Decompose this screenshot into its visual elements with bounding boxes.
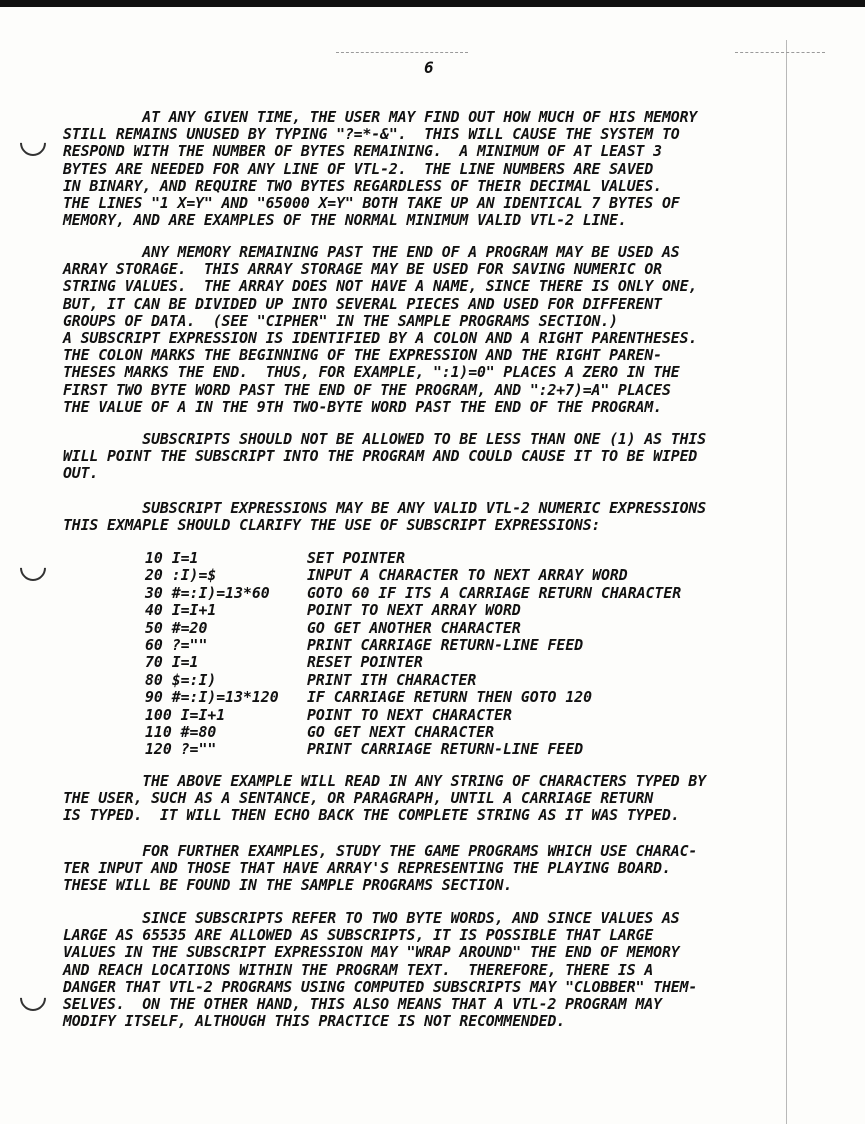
code-statement: 20 :I)=$	[145, 567, 217, 585]
code-comment: PRINT ITH CHARACTER	[307, 671, 477, 689]
code-comment: POINT TO NEXT CHARACTER	[307, 706, 512, 724]
code-statement: 40 I=I+1	[145, 602, 217, 620]
code-comment: RESET POINTER	[307, 654, 423, 672]
code-statement: 110 #=80	[145, 723, 217, 741]
paragraph-memory-check: AT ANY GIVEN TIME, THE USER MAY FIND OUT HOW MUCH OF HIS MEMORY STILL REMAINS UNUSED BY TYPING "?=*-&". THIS WILL CAUSE THE SYSTEM TO RESPOND WITH THE NUMBER OF BYTES REMAINING. A MINIMUM OF AT LEAST 3 BYTES ARE NEEDED FOR ANY LINE OF VTL-2. THE LINE NUMBERS ARE SAVED IN BINARY, AND REQUIRE TWO BYTES REGARDLESS OF THEIR DECIMAL VALUES. THE LINES "1 X=Y" AND "65000 X=Y" BOTH TAKE UP AN IDENTICAL 7 BYTES OF MEMORY, AND ARE EXAMPLES OF THE NORMAL MINIMUM VALID VTL-2 LINE.	[63, 109, 698, 230]
code-comment: POINT TO NEXT ARRAY WORD	[307, 602, 521, 620]
code-line	[145, 707, 681, 724]
code-line	[145, 689, 681, 706]
code-comment: IF CARRIAGE RETURN THEN GOTO 120	[307, 689, 593, 707]
code-line	[145, 672, 681, 689]
scan-mark-right	[735, 52, 825, 54]
paragraph-wrap-around: SINCE SUBSCRIPTS REFER TO TWO BYTE WORDS, AND SINCE VALUES AS LARGE AS 65535 ARE ALLOWED AS SUBSCRIPTS, IT IS POSSIBLE THAT LARGE VALUES IN THE SUBSCRIPT EXPRESSION MAY "WRAP AROUND" THE END OF MEMORY AND REACH LOCATIONS WITHIN THE PROGRAM TEXT. THEREFORE, THERE IS A DANGER THAT VTL-2 PROGRAMS USING COMPUTED SUBSCRIPTS MAY "CLOBBER" THEM- SELVES. ON THE OTHER HAND, THIS ALSO MEANS THAT A VTL-2 PROGRAM MAY MODIFY ITSELF, ALTHOUGH THIS PRACTICE IS NOT RECOMMENDED.	[63, 910, 698, 1031]
code-statement: 120 ?=""	[145, 741, 217, 759]
code-comment: INPUT A CHARACTER TO NEXT ARRAY WORD	[307, 567, 628, 585]
page-number: 6	[424, 58, 434, 77]
code-line	[145, 724, 681, 741]
code-line	[145, 620, 681, 637]
code-comment: PRINT CARRIAGE RETURN-LINE FEED	[307, 636, 584, 654]
paragraph-further-examples: FOR FURTHER EXAMPLES, STUDY THE GAME PROGRAMS WHICH USE CHARAC- TER INPUT AND THOSE THAT HAVE ARRAY'S REPRESENTING THE PLAYING BOARD. THESE WILL BE FOUND IN THE SAMPLE PROGRAMS SECTION.	[63, 843, 698, 895]
punch-hole-icon	[15, 550, 52, 587]
code-comment: PRINT CARRIAGE RETURN-LINE FEED	[307, 741, 584, 759]
code-statement: 30 #=:I)=13*60	[145, 584, 270, 602]
code-comment: SET POINTER	[307, 550, 405, 567]
code-line	[145, 602, 681, 619]
punch-hole-icon	[15, 125, 52, 162]
code-comment: GO GET NEXT CHARACTER	[307, 723, 495, 741]
code-statement: 100 I=I+1	[145, 706, 226, 724]
code-comment: GOTO 60 IF ITS A CARRIAGE RETURN CHARACTER	[307, 584, 682, 602]
code-line	[145, 567, 681, 584]
code-statement: 60 ?=""	[145, 636, 208, 654]
paragraph-subscript-warning: SUBSCRIPTS SHOULD NOT BE ALLOWED TO BE LESS THAN ONE (1) AS THIS WILL POINT THE SUBSCRIPT INTO THE PROGRAM AND COULD CAUSE IT TO BE WIPED OUT.	[63, 431, 707, 483]
code-line	[145, 637, 681, 654]
code-statement: 80 $=:I)	[145, 671, 217, 689]
paragraph-array-storage: ANY MEMORY REMAINING PAST THE END OF A PROGRAM MAY BE USED AS ARRAY STORAGE. THIS ARRAY STORAGE MAY BE USED FOR SAVING NUMERIC OR STRING VALUES. THE ARRAY DOES NOT HAVE A NAME, SINCE THERE IS ONLY ONE, BUT, IT CAN BE DIVIDED UP INTO SEVERAL PIECES AND USED FOR DIFFERENT GROUPS OF DATA. (SEE "CIPHER" IN THE SAMPLE PROGRAMS SECTION.) A SUBSCRIPT EXPRESSION IS IDENTIFIED BY A COLON AND A RIGHT PARENTHESES. THE COLON MARKS THE BEGINNING OF THE EXPRESSION AND THE RIGHT PAREN- THESES MARKS THE END. THUS, FOR EXAMPLE, ":1)=0" PLACES A ZERO IN THE FIRST TWO BYTE WORD PAST THE END OF THE PROGRAM, AND ":2+7)=A" PLACES THE VALUE OF A IN THE 9TH TWO-BYTE WORD PAST THE END OF THE PROGRAM.	[63, 244, 698, 416]
code-line	[145, 550, 681, 567]
page-top-edge	[0, 0, 865, 7]
punch-hole-icon	[15, 980, 52, 1017]
code-line	[145, 585, 681, 602]
scan-mark-top	[336, 52, 468, 54]
code-statement: 50 #=20	[145, 619, 208, 637]
code-statement: 70 I=1	[145, 654, 199, 672]
code-statement: 90 #=:I)=13*120	[145, 689, 279, 707]
code-example	[145, 550, 681, 759]
code-line	[145, 654, 681, 671]
paragraph-example-explanation: THE ABOVE EXAMPLE WILL READ IN ANY STRING OF CHARACTERS TYPED BY THE USER, SUCH AS A SENTANCE, OR PARAGRAPH, UNTIL A CARRIAGE RETURN IS TYPED. IT WILL THEN ECHO BACK THE COMPLETE STRING AS IT WAS TYPED.	[63, 773, 707, 825]
code-line	[145, 741, 681, 758]
code-statement: 10 I=1	[145, 550, 199, 567]
code-comment: GO GET ANOTHER CHARACTER	[307, 619, 521, 637]
paragraph-subscript-expressions: SUBSCRIPT EXPRESSIONS MAY BE ANY VALID VTL-2 NUMERIC EXPRESSIONS THIS EXMAPLE SHOULD CLARIFY THE USE OF SUBSCRIPT EXPRESSIONS:	[63, 500, 707, 535]
